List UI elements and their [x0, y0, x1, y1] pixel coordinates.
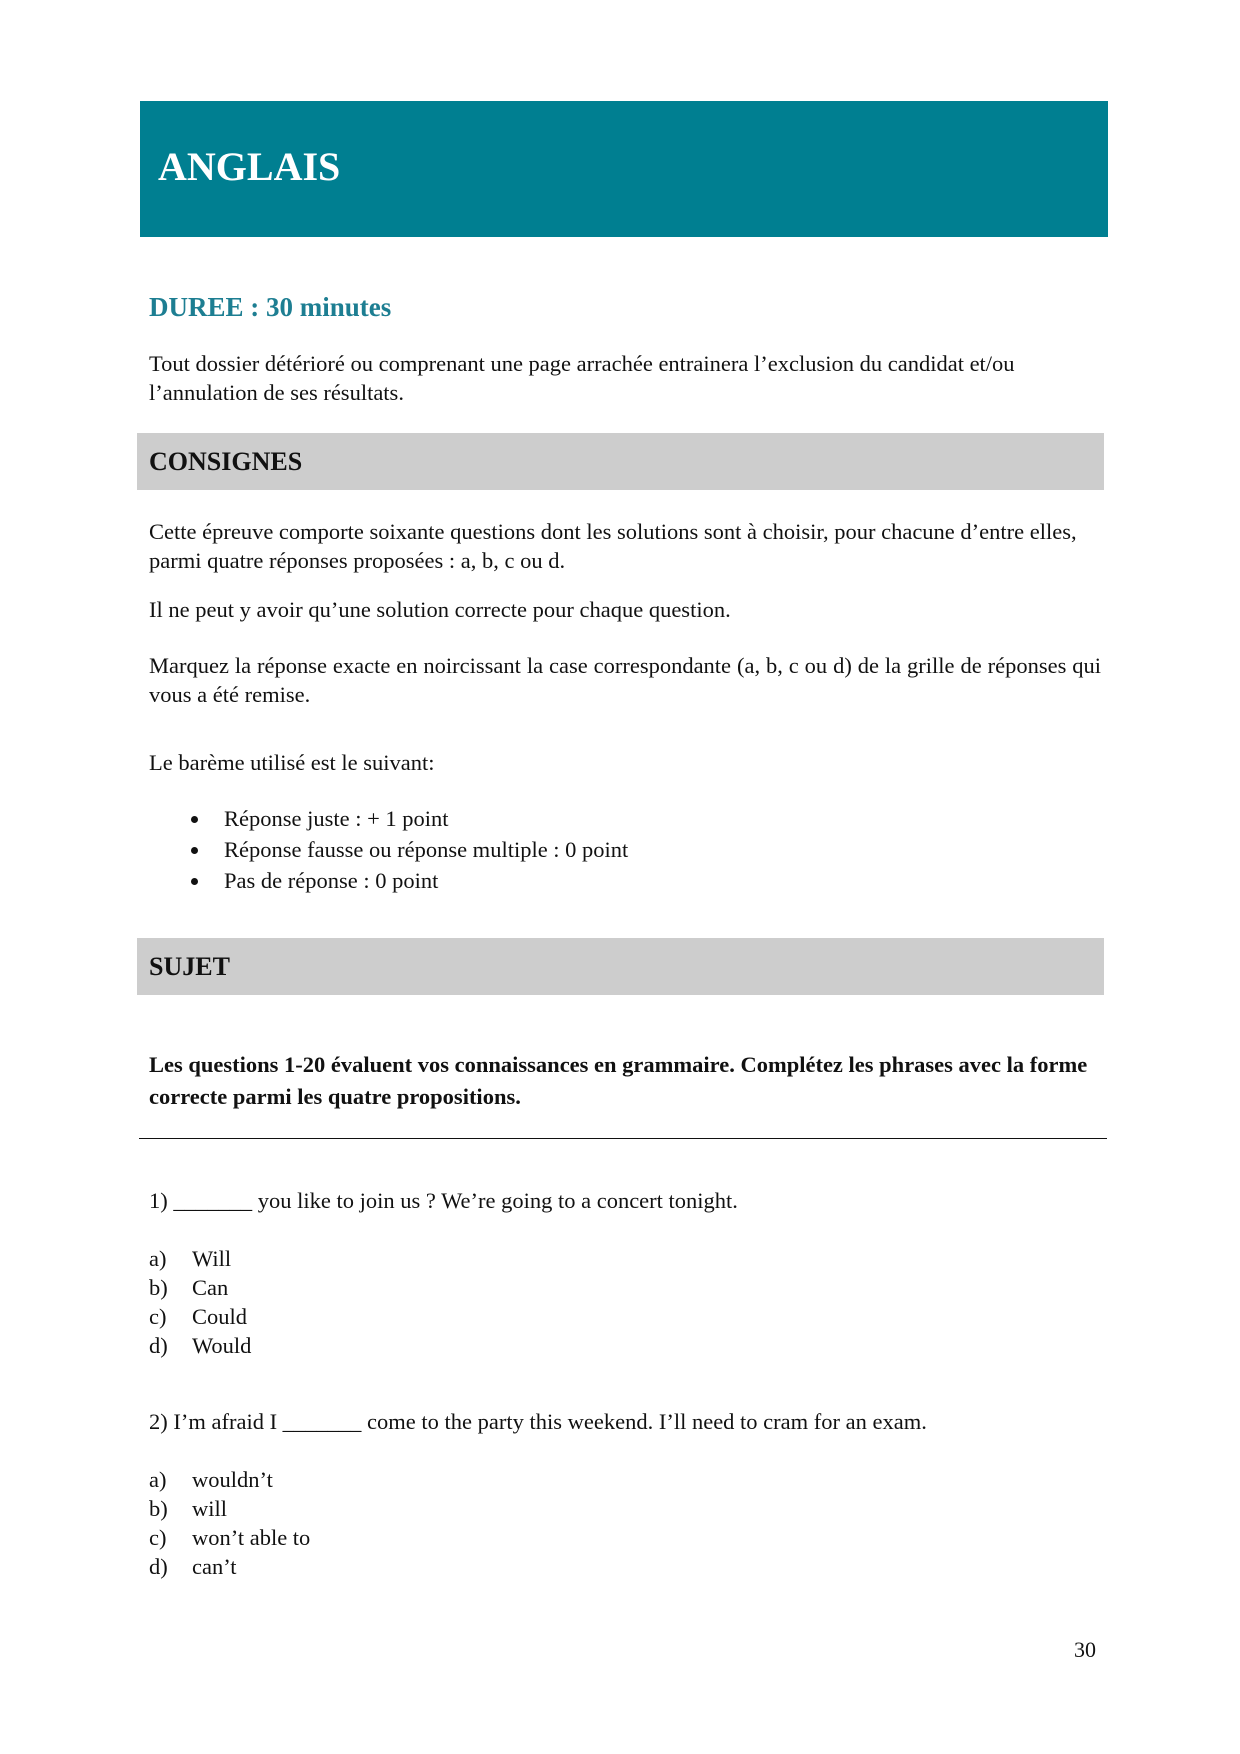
option-letter: b)	[149, 1496, 168, 1521]
consignes-section-bar	[137, 433, 1104, 490]
option-text: can’t	[192, 1554, 237, 1579]
page-title: ANGLAIS	[158, 144, 341, 189]
consignes-heading: CONSIGNES	[149, 447, 303, 476]
option-letter: c)	[149, 1304, 167, 1329]
option-c[interactable]	[149, 1523, 310, 1552]
option-text: Can	[192, 1275, 229, 1300]
option-c[interactable]	[149, 1302, 251, 1331]
option-text: will	[192, 1496, 228, 1521]
option-letter: d)	[149, 1554, 168, 1579]
option-text: Will	[192, 1246, 232, 1271]
option-b[interactable]	[149, 1494, 310, 1523]
option-a[interactable]	[149, 1244, 251, 1273]
option-letter: a)	[149, 1467, 167, 1492]
scale-item: Pas de réponse : 0 point	[189, 865, 628, 896]
question-1: 1) _______ you like to join us ? We’re going to a concert tonight.	[149, 1188, 738, 1213]
option-letter: b)	[149, 1275, 168, 1300]
consignes-paragraph-1: Cette épreuve comporte soixante questions dont les solutions sont à choisir, pour chacune d’entre elles, parmi quatre réponses proposées : a, b, c ou d.	[149, 519, 1077, 573]
scale-item: Réponse fausse ou réponse multiple : 0 point	[189, 834, 628, 865]
option-letter: d)	[149, 1333, 168, 1358]
option-a[interactable]	[149, 1465, 310, 1494]
duration-heading: DUREE : 30 minutes	[149, 292, 392, 322]
question-2: 2) I’m afraid I _______ come to the party this weekend. I’ll need to cram for an exam.	[149, 1409, 927, 1434]
scale-item: Réponse juste : + 1 point	[189, 803, 628, 834]
question-2-options	[149, 1465, 310, 1581]
scale-list	[189, 803, 628, 896]
option-text: wouldn’t	[192, 1467, 273, 1492]
divider	[139, 1138, 1107, 1139]
option-text: won’t able to	[192, 1525, 311, 1550]
sujet-section-bar	[137, 938, 1104, 995]
warning-paragraph: Tout dossier détérioré ou comprenant une page arrachée entrainera l’exclusion du candidat et/ou l’annulation de ses résultats.	[149, 351, 1015, 405]
option-b[interactable]	[149, 1273, 251, 1302]
sujet-heading: SUJET	[149, 952, 230, 981]
option-text: Could	[192, 1304, 248, 1329]
option-d[interactable]	[149, 1331, 251, 1360]
option-text: Would	[192, 1333, 252, 1358]
sujet-instruction: Les questions 1-20 évaluent vos connaissances en grammaire. Complétez les phrases avec la forme correcte parmi les quatre propositions.	[149, 1052, 1088, 1109]
page-number: 30	[1074, 1637, 1096, 1662]
option-letter: a)	[149, 1246, 167, 1271]
title-banner	[140, 101, 1108, 237]
question-1-options	[149, 1244, 251, 1360]
option-letter: c)	[149, 1525, 167, 1550]
consignes-paragraph-3: Marquez la réponse exacte en noircissant la case correspondante (a, b, c ou d) de la grille de réponses qui vous a été remise.	[149, 653, 1101, 707]
scale-intro: Le barème utilisé est le suivant:	[149, 750, 435, 775]
consignes-paragraph-2: Il ne peut y avoir qu’une solution correcte pour chaque question.	[149, 597, 731, 622]
option-d[interactable]	[149, 1552, 310, 1581]
